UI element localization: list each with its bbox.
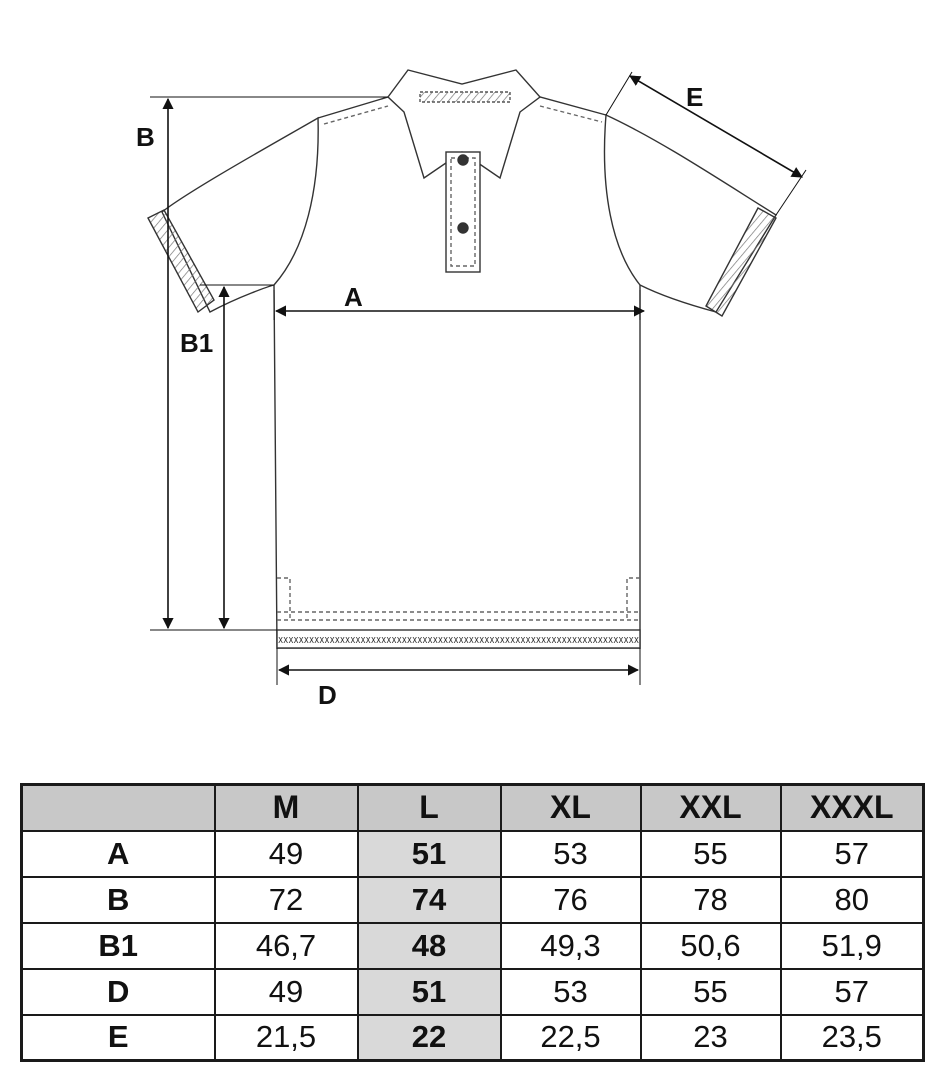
table-cell-highlighted: 48: [358, 923, 501, 969]
column-header: XL: [501, 785, 641, 831]
shirt-outline: [148, 70, 776, 648]
button-bottom: [458, 223, 468, 233]
row-label: D: [22, 969, 215, 1015]
label-a: A: [344, 282, 363, 312]
table-row: [22, 831, 924, 877]
table-cell-highlighted: 74: [358, 877, 501, 923]
table-cell-highlighted: 51: [358, 831, 501, 877]
table-cell: 55: [641, 831, 781, 877]
table-cell: 76: [501, 877, 641, 923]
table-cell: 50,6: [641, 923, 781, 969]
label-b: B: [136, 122, 155, 152]
collar-band: [420, 92, 510, 102]
table-cell: 49,3: [501, 923, 641, 969]
table-cell-highlighted: 22: [358, 1015, 501, 1061]
row-label: B: [22, 877, 215, 923]
table-corner-cell: [22, 785, 215, 831]
table-row: [22, 969, 924, 1015]
label-e: E: [686, 82, 704, 112]
label-b1: B1: [180, 328, 214, 358]
column-header: M: [215, 785, 358, 831]
table-cell-highlighted: 51: [358, 969, 501, 1015]
table-cell: 22,5: [501, 1015, 641, 1061]
button-top: [458, 155, 468, 165]
column-header: L: [358, 785, 501, 831]
table-row: [22, 923, 924, 969]
size-table: [20, 783, 925, 1062]
table-cell: 78: [641, 877, 781, 923]
table-cell: 53: [501, 969, 641, 1015]
table-cell: 49: [215, 831, 358, 877]
table-cell: 51,9: [781, 923, 924, 969]
table-header-row: [22, 785, 924, 831]
column-header: XXL: [641, 785, 781, 831]
table-cell: 46,7: [215, 923, 358, 969]
table-cell: 80: [781, 877, 924, 923]
table-cell: 23,5: [781, 1015, 924, 1061]
column-header: XXXL: [781, 785, 924, 831]
table-cell: 23: [641, 1015, 781, 1061]
row-label: B1: [22, 923, 215, 969]
table-row: [22, 1015, 924, 1061]
row-label: E: [22, 1015, 215, 1061]
table-cell: 72: [215, 877, 358, 923]
label-d: D: [318, 680, 337, 710]
table-row: [22, 877, 924, 923]
table-cell: 53: [501, 831, 641, 877]
hem-stitch-pattern: xxxxxxxxxxxxxxxxxxxxxxxxxxxxxxxxxxxxxxxxxxxxxxxxxxxxxxxxxxxxxxxxxxxxxx: [278, 633, 640, 646]
table-cell: 55: [641, 969, 781, 1015]
row-label: A: [22, 831, 215, 877]
table-cell: 49: [215, 969, 358, 1015]
table-cell: 57: [781, 831, 924, 877]
table-cell: 57: [781, 969, 924, 1015]
table-cell: 21,5: [215, 1015, 358, 1061]
